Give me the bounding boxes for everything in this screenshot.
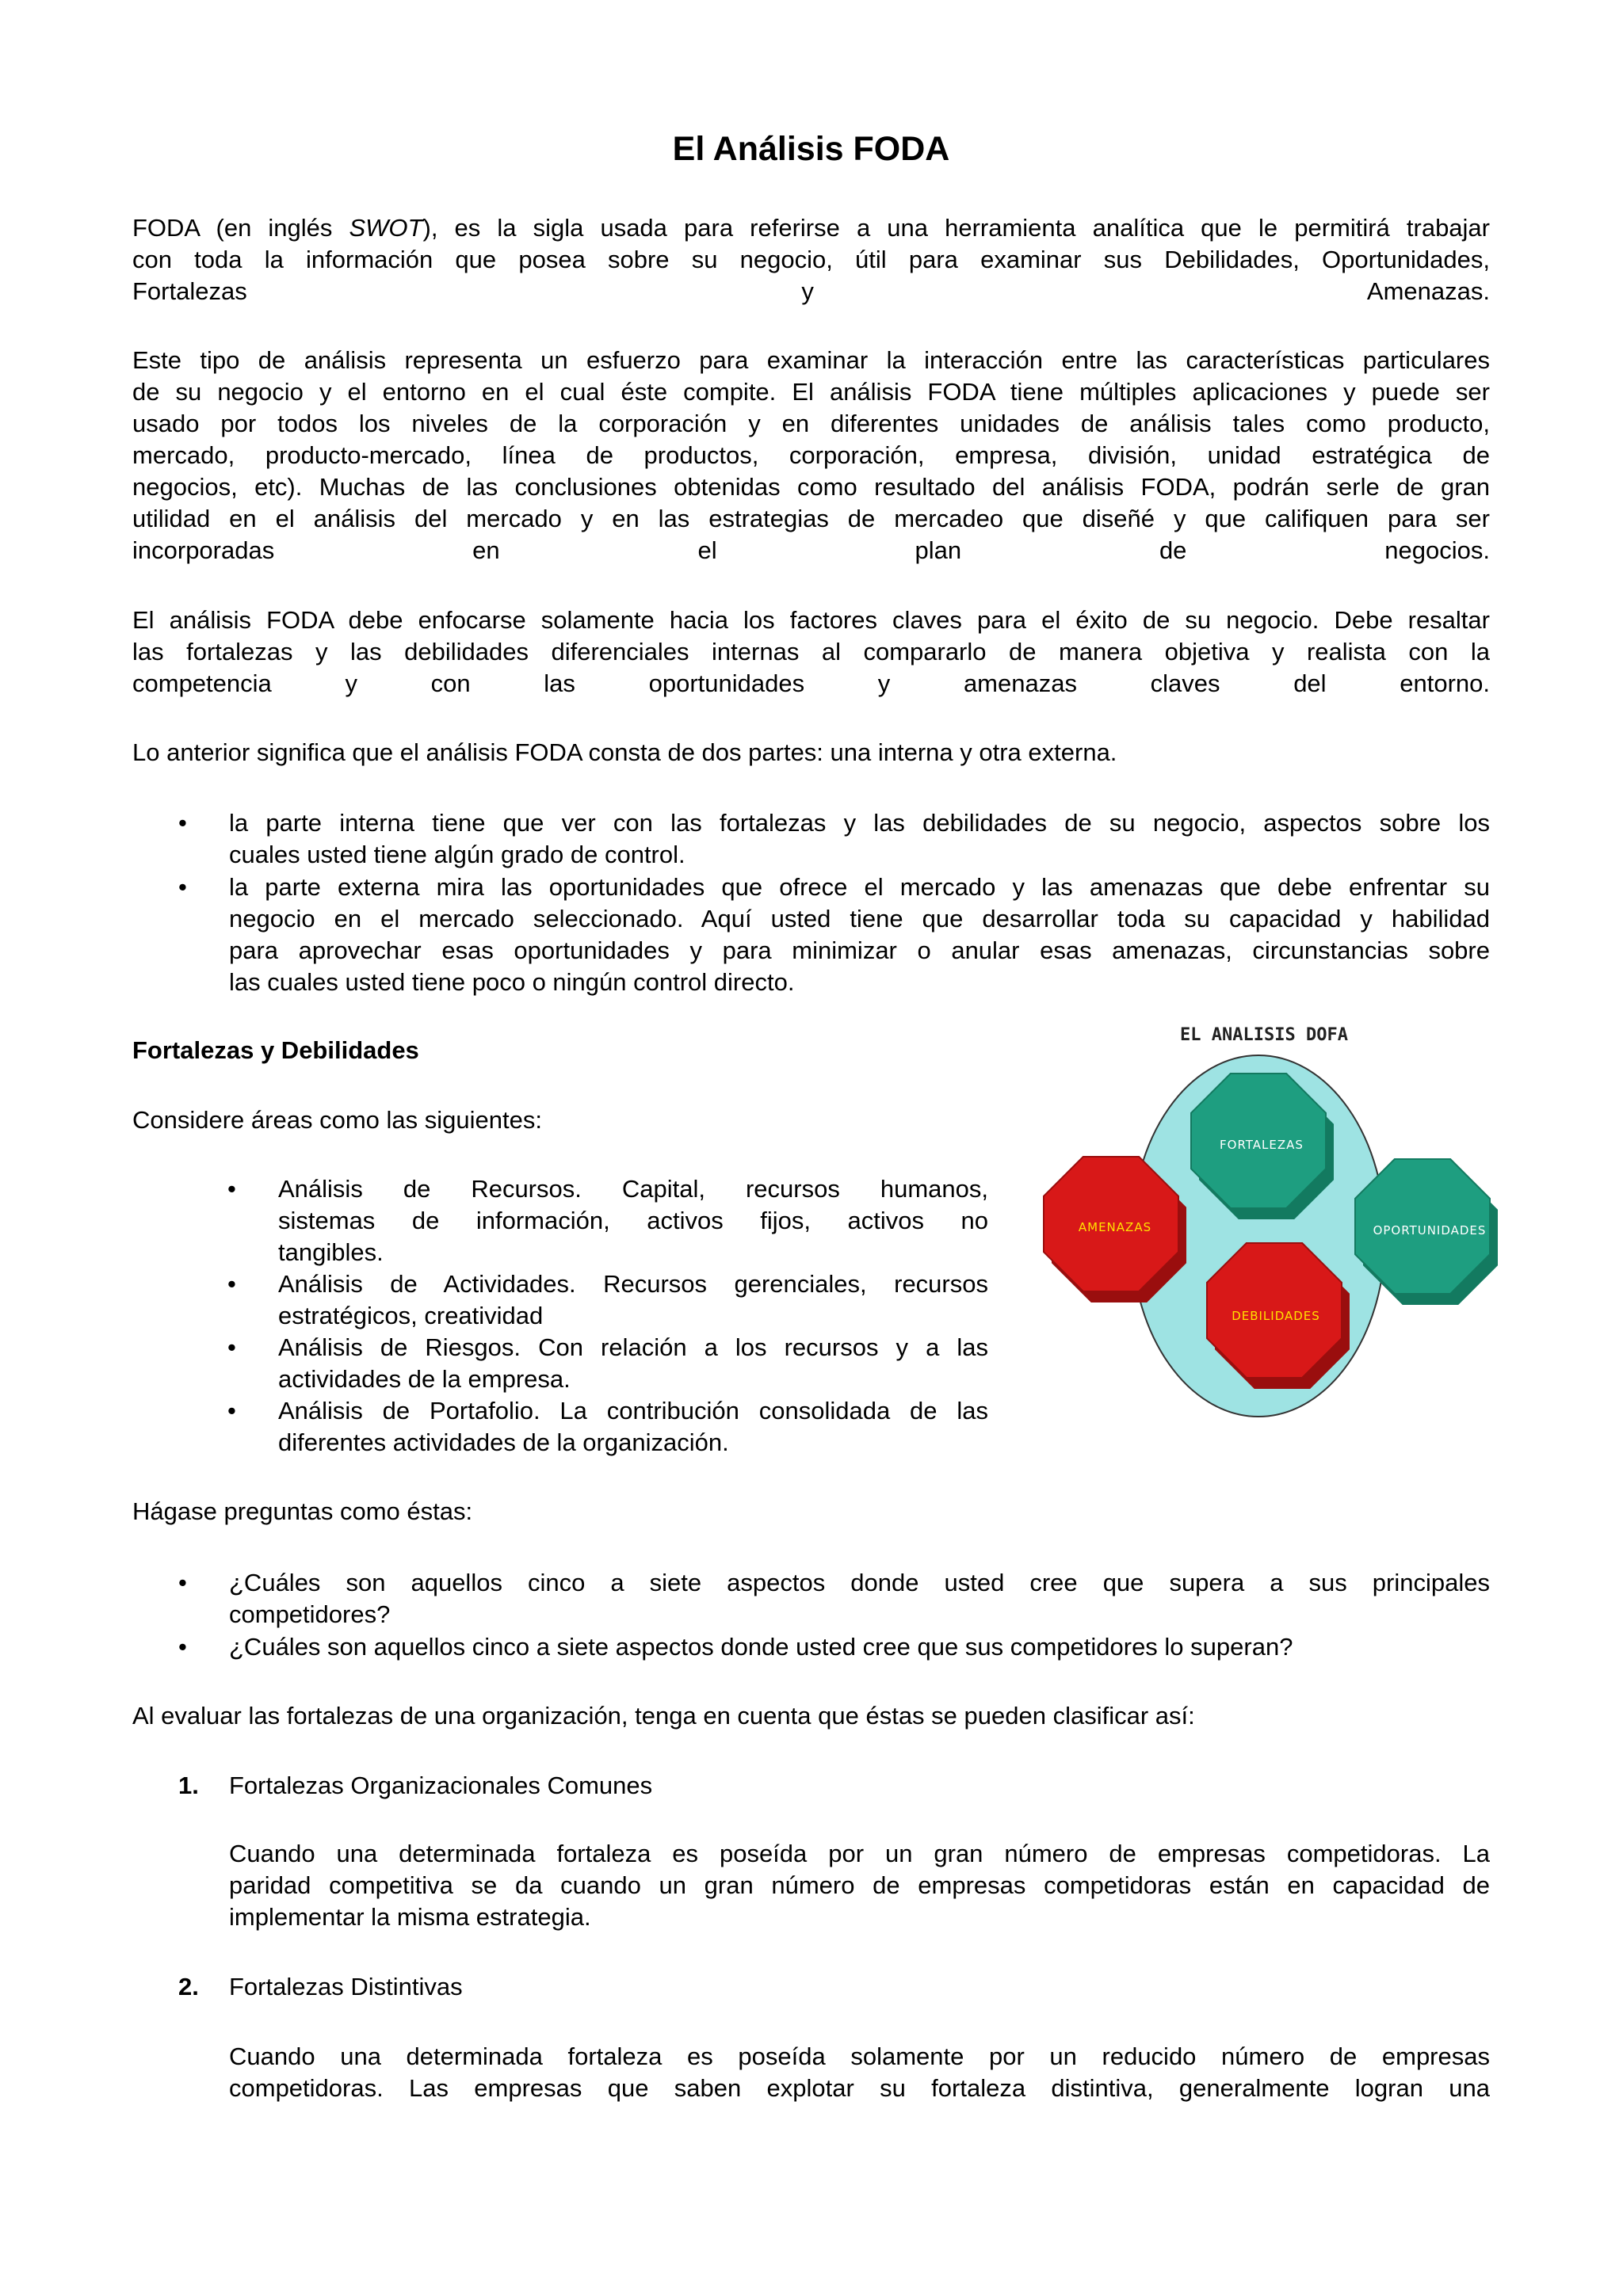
bullet-icon: • xyxy=(227,1333,236,1361)
text-line: las cuales usted tiene poco o ningún control directo. xyxy=(229,968,795,996)
text-line: actividades de la empresa. xyxy=(278,1365,571,1393)
text-line: de su negocio y el entorno en el cual éste compite. El análisis FODA tiene múltiples aplicaciones y puede ser xyxy=(132,378,1490,406)
text-line: estratégicos, creatividad xyxy=(278,1302,544,1329)
scope-paragraph xyxy=(132,345,1490,566)
text-line: usado por todos los niveles de la corporación y en diferentes unidades de análisis tales como producto, xyxy=(132,410,1490,437)
bullet-icon: • xyxy=(227,1397,236,1425)
text-line: Análisis de Riesgos. Con relación a los recursos y a las xyxy=(278,1333,988,1361)
text-line: utilidad en el análisis del mercado y en las estrategias de mercadeo que diseñé y que califiquen para ser xyxy=(132,505,1490,532)
list-item xyxy=(229,807,1490,871)
text-line: con toda la información que posea sobre su negocio, útil para examinar sus Debilidades, Oportunidades, xyxy=(132,246,1490,273)
page-title: El Análisis FODA xyxy=(672,130,950,168)
oportunidades-label: OPORTUNIDADES xyxy=(1373,1223,1487,1238)
strength-title: Fortalezas Distintivas xyxy=(229,1973,463,2000)
text-line: paridad competitiva se da cuando un gran número de empresas competidoras están en capacidad de xyxy=(229,1871,1490,1899)
text-line: competencia y con las oportunidades y amenazas claves del entorno. xyxy=(132,669,1490,697)
text-line: ¿Cuáles son aquellos cinco a siete aspectos donde usted cree que sus competidores lo superan? xyxy=(229,1633,1293,1661)
text-line: competidores? xyxy=(229,1600,391,1628)
bullet-icon: • xyxy=(227,1175,236,1203)
text-line: negocio en el mercado seleccionado. Aquí usted tiene que desarrollar toda su capacidad y habilidad xyxy=(229,905,1490,933)
bullet-icon: • xyxy=(227,1270,236,1298)
text-line: diferentes actividades de la organización. xyxy=(278,1428,729,1456)
bullet-icon: • xyxy=(178,1633,187,1661)
intro-paragraph xyxy=(132,212,1490,307)
bullet-icon: • xyxy=(178,873,187,901)
text-line: la parte interna tiene que ver con las fortalezas y las debilidades de su negocio, aspectos sobre los xyxy=(229,809,1490,837)
strength-description xyxy=(229,2041,1490,2104)
text-line: El análisis FODA debe enfocarse solamente hacia los factores claves para el éxito de su negocio. Debe resaltar xyxy=(132,606,1490,634)
amenazas-label: AMENAZAS xyxy=(1078,1220,1152,1234)
list-number: 1. xyxy=(178,1772,199,1799)
text-line: competidoras. Las empresas que saben explotar su fortaleza distintiva, generalmente logran una xyxy=(229,2074,1490,2102)
strength-title: Fortalezas Organizacionales Comunes xyxy=(229,1772,653,1799)
dofa-diagram xyxy=(1022,1022,1506,1418)
text-line: sistemas de información, activos fijos, activos no xyxy=(278,1207,988,1234)
text-line: para aprovechar esas oportunidades y para minimizar o anular esas amenazas, circunstancias sobre xyxy=(229,936,1490,964)
fortalezas-label: FORTALEZAS xyxy=(1220,1138,1304,1152)
list-item xyxy=(229,871,1490,998)
bullet-icon: • xyxy=(178,809,187,837)
text-line: Análisis de Recursos. Capital, recursos humanos, xyxy=(278,1175,988,1203)
debilidades-label: DEBILIDADES xyxy=(1232,1309,1320,1323)
ask-text: Hágase preguntas como éstas: xyxy=(132,1497,473,1525)
consider-text: Considere áreas como las siguientes: xyxy=(132,1106,542,1134)
list-item xyxy=(278,1268,988,1332)
evaluate-text: Al evaluar las fortalezas de una organización, tenga en cuenta que éstas se pueden clasificar así: xyxy=(132,1702,1195,1730)
text-line: cuales usted tiene algún grado de control. xyxy=(229,841,685,868)
list-item xyxy=(229,1631,1490,1663)
text-line: Análisis de Actividades. Recursos gerenciales, recursos xyxy=(278,1270,988,1298)
diagram-title: EL ANALISIS DOFA xyxy=(1180,1025,1348,1045)
text-line: Cuando una determinada fortaleza es poseída solamente por un reducido número de empresas xyxy=(229,2042,1490,2070)
list-item xyxy=(278,1332,988,1395)
text-line: incorporadas en el plan de negocios. xyxy=(132,536,1490,564)
text-line: las fortalezas y las debilidades diferenciales internas al compararlo de manera objetiva y realista con la xyxy=(132,638,1490,666)
focus-paragraph xyxy=(132,605,1490,700)
text-line: la parte externa mira las oportunidades que ofrece el mercado y las amenazas que debe enfrentar su xyxy=(229,873,1490,901)
text-line: FODA (en inglés SWOT), es la sigla usada para referirse a una herramienta analítica que le permitirá trabajar xyxy=(132,214,1490,242)
bullet-icon: • xyxy=(178,1569,187,1596)
two-parts-paragraph: Lo anterior significa que el análisis FODA consta de dos partes: una interna y otra externa. xyxy=(132,738,1117,766)
list-number: 2. xyxy=(178,1973,199,2000)
text-line: mercado, producto-mercado, línea de productos, corporación, empresa, división, unidad estratégica de xyxy=(132,441,1490,469)
list-item xyxy=(278,1173,988,1268)
text-line: Análisis de Portafolio. La contribución consolidada de las xyxy=(278,1397,988,1425)
text-line: tangibles. xyxy=(278,1238,384,1266)
list-item xyxy=(229,1567,1490,1630)
list-item xyxy=(278,1395,988,1459)
text-line: negocios, etc). Muchas de las conclusiones obtenidas como resultado del análisis FODA, podrán serle de gran xyxy=(132,473,1490,501)
text-line: Este tipo de análisis representa un esfuerzo para examinar la interacción entre las características particulares xyxy=(132,346,1490,374)
strength-description xyxy=(229,1838,1490,1933)
text-line: implementar la misma estrategia. xyxy=(229,1903,591,1931)
text-line: ¿Cuáles son aquellos cinco a siete aspectos donde usted cree que supera a sus principales xyxy=(229,1569,1490,1596)
text-line: Fortalezas y Amenazas. xyxy=(132,277,1490,305)
text-line: Cuando una determinada fortaleza es poseída por un gran número de empresas competidoras. La xyxy=(229,1840,1490,1867)
section-heading: Fortalezas y Debilidades xyxy=(132,1036,419,1064)
